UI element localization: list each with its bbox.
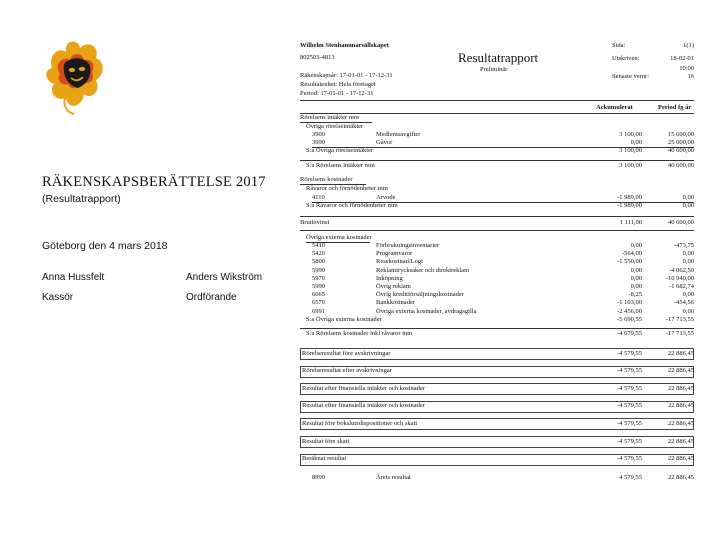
- value-prev-year: 25 000,00: [668, 139, 694, 146]
- value-accumulated: 0,00: [630, 242, 642, 249]
- value-prev-year: 22 886,45: [668, 349, 694, 357]
- signatory-role: Ordförande: [186, 292, 237, 303]
- value-prev-year: -17 713,55: [665, 315, 694, 323]
- signatory-name: Anders Wikström: [186, 272, 263, 283]
- value-prev-year: 40 600,00: [668, 219, 694, 226]
- fiscal-year: Räkenskapsår: 17-01-01 - 17-12-31: [300, 72, 393, 79]
- value-prev-year: 0,00: [682, 202, 694, 209]
- account-name: Arvode: [376, 194, 396, 201]
- account-code: 5970: [312, 274, 325, 282]
- meta-label: Sida:: [612, 42, 626, 49]
- value-accumulated: -4 579,55: [617, 367, 642, 375]
- meta-value: 10:00: [679, 65, 694, 72]
- value-accumulated: 3 100,00: [619, 147, 642, 154]
- value-prev-year: 22 886,45: [668, 419, 694, 427]
- value-prev-year: 15 600,00: [668, 131, 694, 138]
- section-heading: Rörelsens intäkter mm: [300, 114, 359, 121]
- result-report: [296, 38, 696, 498]
- value-prev-year: 40 600,00: [668, 147, 694, 154]
- value-prev-year: -473,75: [673, 242, 694, 249]
- account-name: Övrig kreditförsäljningskostnader: [376, 291, 464, 299]
- account-code: 6065: [312, 291, 325, 299]
- result-label: Resultat efter finansiella intäkter och kostnader: [302, 384, 425, 392]
- value-prev-year: 0,00: [682, 250, 694, 258]
- value-prev-year: 22 886,45: [668, 367, 694, 375]
- value-accumulated: 3 100,00: [619, 131, 642, 138]
- account-code: 5410: [312, 242, 325, 249]
- value-prev-year: -1 682,74: [669, 283, 694, 290]
- account-code: 8999: [312, 474, 325, 481]
- value-prev-year: -17 713,55: [665, 330, 694, 337]
- value-accumulated: 3 100,00: [619, 162, 642, 169]
- value-accumulated: -1 989,00: [617, 194, 642, 201]
- account-code: 4110: [312, 194, 325, 201]
- value-prev-year: -454,56: [673, 299, 694, 307]
- place-date: Göteborg den 4 mars 2018: [42, 240, 168, 252]
- value-accumulated: -4 579,55: [617, 402, 642, 410]
- meta-value: 1(1): [683, 42, 694, 49]
- value-accumulated: -5 690,55: [617, 315, 642, 323]
- value-prev-year: 22 886,45: [668, 437, 694, 445]
- column-header: Period fg år: [658, 104, 692, 111]
- value-accumulated: -4 679,55: [617, 330, 642, 337]
- section-subheading: Övriga rörelseintäkter: [306, 123, 364, 130]
- column-header: Ackumulerat: [596, 104, 633, 111]
- org-number: 802503-4813: [300, 54, 335, 61]
- value-accumulated: -1 103,00: [617, 299, 642, 307]
- account-code: 5800: [312, 258, 325, 266]
- account-code: 6991: [312, 307, 325, 315]
- value-prev-year: 0,00: [682, 291, 694, 299]
- total-label: S:a Rörelsens intäkter mm: [306, 162, 375, 169]
- account-name: Förbrukningsinventarier: [376, 242, 440, 249]
- account-name: Gåvor: [376, 139, 393, 146]
- value-accumulated: 0,00: [630, 274, 642, 282]
- value-accumulated: -4 579,55: [617, 349, 642, 357]
- value-prev-year: 22 886,45: [668, 402, 694, 410]
- signatory-name: Anna Hussfelt: [42, 272, 105, 283]
- value-accumulated: -2 456,00: [617, 307, 642, 315]
- account-name: Årets resultat: [376, 474, 411, 481]
- value-accumulated: -1 989,00: [617, 202, 642, 209]
- value-prev-year: 0,00: [682, 258, 694, 266]
- value-accumulated: 0,00: [630, 283, 642, 290]
- result-label: Resultat före bokslutsdispositioner och skatt: [302, 419, 418, 427]
- value-accumulated: -1 550,00: [617, 258, 642, 266]
- report-status: Preliminär: [480, 66, 508, 73]
- account-name: Inköpning: [376, 274, 403, 282]
- value-accumulated: -4 579,55: [617, 437, 642, 445]
- report-title: Resultatrapport: [458, 50, 539, 65]
- result-label: Beräknat resultat: [302, 455, 347, 463]
- result-label: Resultat före skatt: [302, 437, 350, 445]
- value-accumulated: -4 579,55: [617, 384, 642, 392]
- account-code: 5990: [312, 283, 325, 290]
- account-name: Reklamtrycksaker och direktreklam: [376, 266, 470, 274]
- total-label: S:a Rörelsens kostnader inkl råvaror mm: [306, 330, 413, 337]
- section-subheading: Övriga externa kostnader: [306, 234, 372, 241]
- account-code: 6570: [312, 299, 325, 307]
- value-accumulated: -4 579,55: [617, 419, 642, 427]
- value-prev-year: 40 600,00: [668, 162, 694, 169]
- result-label: Rörelseresultat efter avskrivningar: [302, 367, 392, 375]
- account-name: Medlemsavgifter: [376, 131, 421, 138]
- meta-value: 18-02-01: [670, 55, 694, 62]
- account-name: Övriga externa kostnader, avdragsgilla: [376, 307, 477, 315]
- value-accumulated: 4 579,55: [619, 474, 642, 481]
- value-accumulated: -4 579,55: [617, 455, 642, 463]
- account-code: 5420: [312, 250, 325, 258]
- document-title: RÄKENSKAPSBERÄTTELSE 2017: [42, 174, 266, 190]
- document-subtitle: (Resultatrapport): [42, 193, 121, 205]
- signatory-role: Kassör: [42, 292, 74, 303]
- value-accumulated: 1 111,00: [619, 219, 642, 226]
- theatre-mask-logo-icon: [44, 38, 108, 116]
- result-label: Resultat efter finansiella intäkter och kostnader: [302, 402, 425, 410]
- subtotal-label: S:a Övriga rörelseintäkter: [306, 147, 374, 154]
- subtotal-label: S:a Råvaror och förnödenheter mm: [306, 202, 398, 209]
- value-prev-year: 22 886,45: [668, 474, 694, 481]
- account-code: 3900: [312, 131, 325, 138]
- account-name: Övrig reklam: [376, 283, 411, 290]
- section-subheading: Råvaror och förnödenheter mm: [306, 185, 388, 192]
- report-period: Period: 17-01-01 - 17-12-31: [300, 90, 374, 97]
- value-accumulated: -564,00: [621, 250, 642, 258]
- meta-label: Utskriven:: [612, 55, 640, 62]
- value-prev-year: 22 886,45: [668, 455, 694, 463]
- value-accumulated: -8,25: [628, 291, 642, 299]
- account-name: Resekostnad/Logi: [376, 258, 423, 266]
- subtotal-label: S:a Övriga externa kostnader: [306, 315, 382, 323]
- account-code: 3990: [312, 139, 325, 146]
- value-accumulated: 0,00: [630, 139, 642, 146]
- value-prev-year: -4 062,50: [669, 266, 694, 274]
- account-name: Programvaror: [376, 250, 413, 258]
- org-name: Wilhelm Stenhammarsällskapet: [300, 42, 389, 49]
- result-unit: Resultatenhet: Hela företaget: [300, 81, 376, 88]
- value-prev-year: 0,00: [682, 307, 694, 315]
- meta-label: Senaste vernr:: [612, 73, 650, 80]
- account-code: 5990: [312, 266, 325, 274]
- value-accumulated: 0,00: [630, 266, 642, 274]
- value-prev-year: -10 940,00: [665, 274, 694, 282]
- account-name: Bankkostnader: [376, 299, 415, 307]
- section-heading: Rörelsens kostnader: [300, 176, 353, 183]
- gross-profit-label: Bruttovinst: [300, 219, 330, 226]
- result-label: Rörelseresultat före avskrivningar: [302, 349, 391, 357]
- value-prev-year: 0,00: [682, 194, 694, 201]
- meta-value: 16: [687, 73, 694, 80]
- value-prev-year: 22 886,45: [668, 384, 694, 392]
